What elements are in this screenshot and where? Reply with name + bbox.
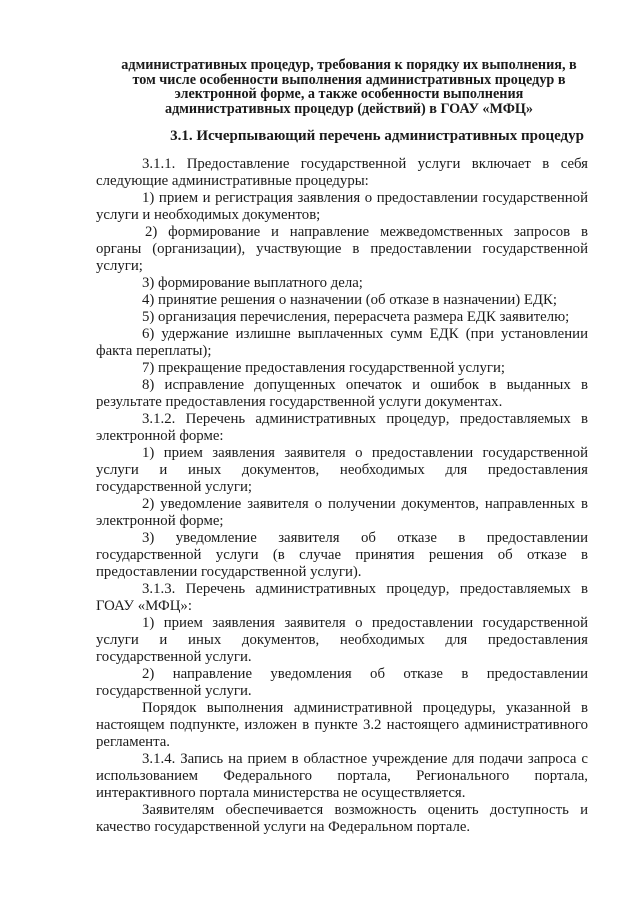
list-item: 8) исправление допущенных опечаток и ошибок в выданных в результате предоставления государственной услуги документах. xyxy=(96,377,588,410)
document-heading xyxy=(96,58,588,116)
document-page xyxy=(96,58,588,836)
document-body xyxy=(96,156,588,836)
heading-line: административных процедур, требования к порядку их выполнения, в xyxy=(121,57,577,73)
list-item: 2) уведомление заявителя о получении документов, направленных в электронной форме; xyxy=(96,496,588,529)
list-item: 7) прекращение предоставления государственной услуги; xyxy=(142,360,505,376)
list-item: 2) формирование и направление межведомственных запросов в органы (организации), участвующие в предоставлении государственной услуги; xyxy=(96,224,588,274)
list-item: 3) уведомление заявителя об отказе в предоставлении государственной услуги (в случае принятия решения об отказе в предоставлении государственной услуги). xyxy=(96,530,588,580)
list-item: 4) принятие решения о назначении (об отказе в назначении) ЕДК; xyxy=(142,292,557,308)
list-item: 1) прием заявления заявителя о предоставлении государственной услуги и иных документов, необходимых для предоставления государственной услуги; xyxy=(96,445,588,495)
paragraph: 3.1.3. Перечень административных процедур, предоставляемых в ГОАУ «МФЦ»: xyxy=(96,581,588,614)
heading-line: административных процедур (действий) в ГОАУ «МФЦ» xyxy=(164,100,534,117)
section-title: 3.1. Исчерпывающий перечень административных процедур xyxy=(170,128,584,144)
paragraph: 3.1.2. Перечень административных процедур, предоставляемых в электронной форме: xyxy=(96,411,588,444)
list-item: 5) организация перечисления, перерасчета размера ЕДК заявителю; xyxy=(142,309,570,325)
list-item: 3) формирование выплатного дела; xyxy=(142,275,363,291)
heading-line: электронной форме, а также особенности выполнения xyxy=(174,86,524,102)
heading-line: том числе особенности выполнения административных процедур в xyxy=(132,71,566,88)
paragraph: Порядок выполнения административной процедуры, указанной в настоящем подпункте, изложен в пункте 3.2 настоящего административного регламента. xyxy=(96,700,588,750)
list-item: 1) прием и регистрация заявления о предоставлении государственной услуги и необходимых документов; xyxy=(96,190,588,223)
paragraph: Заявителям обеспечивается возможность оценить доступность и качество государственной услуги на Федеральном портале. xyxy=(96,802,588,835)
list-item: 1) прием заявления заявителя о предоставлении государственной услуги и иных документов, необходимых для предоставления государственной услуги. xyxy=(96,615,588,665)
list-item: 6) удержание излишне выплаченных сумм ЕДК (при установлении факта переплаты); xyxy=(96,326,588,359)
list-item: 2) направление уведомления об отказе в предоставлении государственной услуги. xyxy=(96,666,588,699)
paragraph: 3.1.1. Предоставление государственной услуги включает в себя следующие административные процедуры: xyxy=(96,156,588,189)
paragraph: 3.1.4. Запись на прием в областное учреждение для подачи запроса с использованием Федерального портала, Регионального портала, интерактивного портала министерства не осуществляется. xyxy=(96,751,588,801)
